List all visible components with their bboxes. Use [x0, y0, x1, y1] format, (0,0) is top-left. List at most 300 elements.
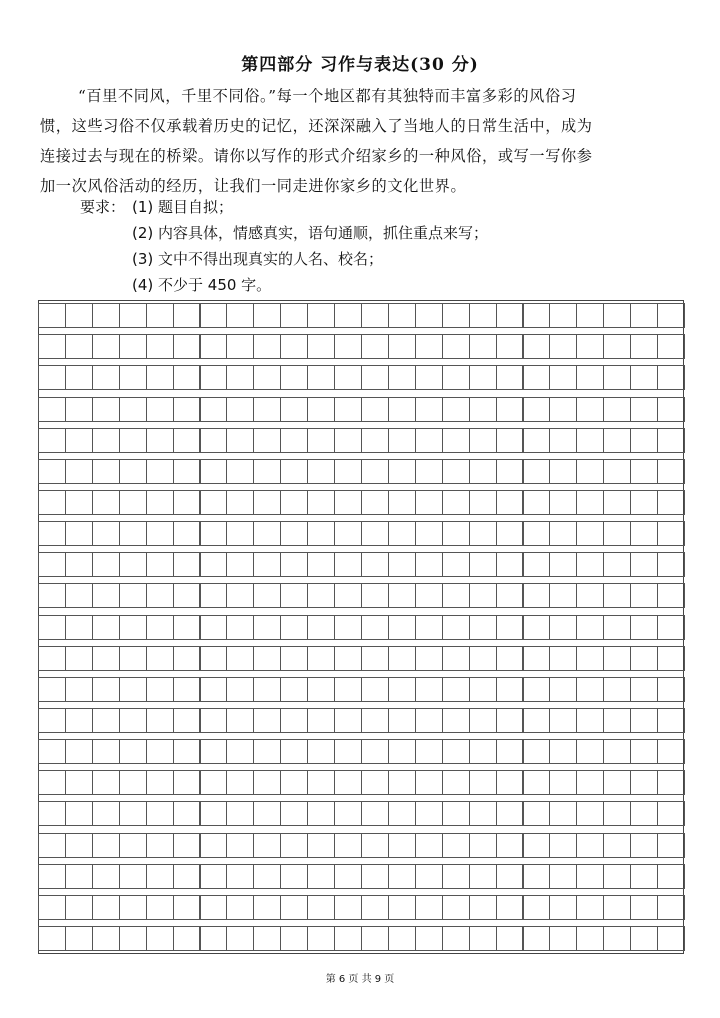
grid-cell[interactable] [146, 739, 174, 764]
grid-cell[interactable] [523, 677, 551, 702]
grid-cell[interactable] [523, 833, 551, 858]
grid-cell[interactable] [630, 864, 658, 889]
grid-cell[interactable] [630, 833, 658, 858]
grid-cell[interactable] [469, 801, 497, 826]
grid-cell[interactable] [442, 770, 470, 795]
grid-cell[interactable] [549, 365, 577, 390]
grid-cell[interactable] [657, 739, 685, 764]
grid-cell[interactable] [334, 303, 362, 328]
grid-cell[interactable] [200, 615, 228, 640]
grid-cell[interactable] [119, 833, 147, 858]
grid-cell[interactable] [523, 459, 551, 484]
grid-cell[interactable] [576, 615, 604, 640]
grid-cell[interactable] [65, 490, 93, 515]
grid-cell[interactable] [334, 801, 362, 826]
grid-cell[interactable] [442, 459, 470, 484]
grid-cell[interactable] [657, 552, 685, 577]
grid-cell[interactable] [576, 583, 604, 608]
grid-cell[interactable] [280, 490, 308, 515]
grid-cell[interactable] [415, 895, 443, 920]
grid-cell[interactable] [334, 521, 362, 546]
grid-cell[interactable] [280, 895, 308, 920]
grid-cell[interactable] [630, 583, 658, 608]
grid-cell[interactable] [119, 864, 147, 889]
grid-cell[interactable] [173, 397, 201, 422]
grid-cell[interactable] [388, 615, 416, 640]
grid-cell[interactable] [657, 490, 685, 515]
grid-cell[interactable] [469, 583, 497, 608]
grid-cell[interactable] [603, 833, 631, 858]
writing-grid[interactable] [38, 300, 684, 954]
grid-cell[interactable] [523, 552, 551, 577]
grid-cell[interactable] [657, 801, 685, 826]
grid-cell[interactable] [173, 770, 201, 795]
grid-cell[interactable] [280, 770, 308, 795]
grid-cell[interactable] [523, 615, 551, 640]
grid-cell[interactable] [388, 521, 416, 546]
grid-cell[interactable] [146, 801, 174, 826]
grid-cell[interactable] [280, 864, 308, 889]
grid-cell[interactable] [496, 583, 524, 608]
grid-cell[interactable] [173, 677, 201, 702]
grid-cell[interactable] [38, 833, 66, 858]
grid-cell[interactable] [523, 770, 551, 795]
grid-cell[interactable] [576, 801, 604, 826]
grid-cell[interactable] [334, 770, 362, 795]
grid-cell[interactable] [226, 833, 254, 858]
grid-cell[interactable] [496, 739, 524, 764]
grid-cell[interactable] [200, 864, 228, 889]
grid-cell[interactable] [576, 365, 604, 390]
grid-cell[interactable] [65, 708, 93, 733]
grid-cell[interactable] [496, 801, 524, 826]
grid-cell[interactable] [549, 801, 577, 826]
grid-cell[interactable] [549, 833, 577, 858]
grid-cell[interactable] [361, 770, 389, 795]
grid-cell[interactable] [549, 895, 577, 920]
grid-cell[interactable] [361, 521, 389, 546]
grid-cell[interactable] [307, 895, 335, 920]
grid-cell[interactable] [549, 708, 577, 733]
grid-cell[interactable] [442, 552, 470, 577]
grid-cell[interactable] [469, 397, 497, 422]
grid-cell[interactable] [92, 895, 120, 920]
grid-cell[interactable] [523, 334, 551, 359]
grid-cell[interactable] [415, 770, 443, 795]
grid-cell[interactable] [280, 801, 308, 826]
grid-cell[interactable] [280, 615, 308, 640]
grid-cell[interactable] [603, 646, 631, 671]
grid-cell[interactable] [38, 459, 66, 484]
grid-cell[interactable] [630, 334, 658, 359]
grid-cell[interactable] [146, 552, 174, 577]
grid-cell[interactable] [415, 521, 443, 546]
grid-cell[interactable] [442, 864, 470, 889]
grid-cell[interactable] [415, 926, 443, 951]
grid-cell[interactable] [65, 770, 93, 795]
grid-cell[interactable] [388, 428, 416, 453]
grid-cell[interactable] [119, 397, 147, 422]
grid-cell[interactable] [92, 833, 120, 858]
grid-cell[interactable] [576, 552, 604, 577]
grid-cell[interactable] [657, 334, 685, 359]
grid-cell[interactable] [65, 801, 93, 826]
grid-cell[interactable] [173, 552, 201, 577]
grid-cell[interactable] [603, 926, 631, 951]
grid-cell[interactable] [119, 708, 147, 733]
grid-cell[interactable] [307, 677, 335, 702]
grid-cell[interactable] [388, 334, 416, 359]
grid-cell[interactable] [496, 428, 524, 453]
grid-cell[interactable] [549, 490, 577, 515]
grid-cell[interactable] [146, 459, 174, 484]
grid-cell[interactable] [280, 303, 308, 328]
grid-cell[interactable] [307, 428, 335, 453]
grid-cell[interactable] [469, 708, 497, 733]
grid-cell[interactable] [200, 303, 228, 328]
grid-cell[interactable] [576, 397, 604, 422]
grid-cell[interactable] [226, 583, 254, 608]
grid-cell[interactable] [334, 926, 362, 951]
grid-cell[interactable] [334, 895, 362, 920]
grid-cell[interactable] [226, 459, 254, 484]
grid-cell[interactable] [65, 459, 93, 484]
grid-cell[interactable] [92, 739, 120, 764]
grid-cell[interactable] [119, 615, 147, 640]
grid-cell[interactable] [657, 646, 685, 671]
grid-cell[interactable] [173, 583, 201, 608]
grid-cell[interactable] [253, 334, 281, 359]
grid-cell[interactable] [442, 708, 470, 733]
grid-cell[interactable] [576, 646, 604, 671]
grid-cell[interactable] [496, 397, 524, 422]
grid-cell[interactable] [603, 739, 631, 764]
grid-cell[interactable] [469, 739, 497, 764]
grid-cell[interactable] [65, 739, 93, 764]
grid-cell[interactable] [549, 397, 577, 422]
grid-cell[interactable] [65, 365, 93, 390]
grid-cell[interactable] [38, 615, 66, 640]
grid-cell[interactable] [657, 615, 685, 640]
grid-cell[interactable] [38, 801, 66, 826]
grid-cell[interactable] [119, 583, 147, 608]
grid-cell[interactable] [226, 615, 254, 640]
grid-cell[interactable] [603, 708, 631, 733]
grid-cell[interactable] [657, 895, 685, 920]
grid-cell[interactable] [307, 334, 335, 359]
grid-cell[interactable] [173, 459, 201, 484]
grid-cell[interactable] [92, 521, 120, 546]
grid-cell[interactable] [549, 459, 577, 484]
grid-cell[interactable] [415, 365, 443, 390]
grid-cell[interactable] [146, 365, 174, 390]
grid-cell[interactable] [469, 459, 497, 484]
grid-cell[interactable] [630, 303, 658, 328]
grid-cell[interactable] [603, 490, 631, 515]
grid-cell[interactable] [307, 708, 335, 733]
grid-cell[interactable] [146, 428, 174, 453]
grid-cell[interactable] [469, 677, 497, 702]
grid-cell[interactable] [523, 583, 551, 608]
grid-cell[interactable] [253, 677, 281, 702]
grid-cell[interactable] [65, 833, 93, 858]
grid-cell[interactable] [226, 428, 254, 453]
grid-cell[interactable] [226, 552, 254, 577]
grid-cell[interactable] [226, 397, 254, 422]
grid-cell[interactable] [119, 365, 147, 390]
grid-cell[interactable] [253, 303, 281, 328]
grid-cell[interactable] [253, 926, 281, 951]
grid-cell[interactable] [549, 615, 577, 640]
grid-cell[interactable] [92, 615, 120, 640]
grid-cell[interactable] [657, 428, 685, 453]
grid-cell[interactable] [146, 521, 174, 546]
grid-cell[interactable] [146, 583, 174, 608]
grid-cell[interactable] [334, 365, 362, 390]
grid-cell[interactable] [334, 334, 362, 359]
grid-cell[interactable] [415, 615, 443, 640]
grid-cell[interactable] [280, 583, 308, 608]
grid-cell[interactable] [280, 334, 308, 359]
grid-cell[interactable] [38, 365, 66, 390]
grid-cell[interactable] [549, 770, 577, 795]
grid-cell[interactable] [657, 583, 685, 608]
grid-cell[interactable] [361, 397, 389, 422]
grid-cell[interactable] [442, 895, 470, 920]
grid-cell[interactable] [576, 739, 604, 764]
grid-cell[interactable] [173, 428, 201, 453]
grid-cell[interactable] [146, 490, 174, 515]
grid-cell[interactable] [576, 677, 604, 702]
grid-cell[interactable] [334, 397, 362, 422]
grid-cell[interactable] [469, 334, 497, 359]
grid-cell[interactable] [496, 708, 524, 733]
grid-cell[interactable] [549, 926, 577, 951]
grid-cell[interactable] [146, 833, 174, 858]
grid-cell[interactable] [630, 490, 658, 515]
grid-cell[interactable] [496, 833, 524, 858]
grid-cell[interactable] [388, 833, 416, 858]
grid-cell[interactable] [603, 770, 631, 795]
grid-cell[interactable] [415, 864, 443, 889]
grid-cell[interactable] [226, 521, 254, 546]
grid-cell[interactable] [442, 739, 470, 764]
grid-cell[interactable] [549, 739, 577, 764]
grid-cell[interactable] [657, 864, 685, 889]
grid-cell[interactable] [388, 365, 416, 390]
grid-cell[interactable] [280, 646, 308, 671]
grid-cell[interactable] [334, 615, 362, 640]
grid-cell[interactable] [442, 926, 470, 951]
grid-cell[interactable] [92, 552, 120, 577]
grid-cell[interactable] [65, 677, 93, 702]
grid-cell[interactable] [576, 428, 604, 453]
grid-cell[interactable] [38, 521, 66, 546]
grid-cell[interactable] [469, 895, 497, 920]
grid-cell[interactable] [226, 303, 254, 328]
grid-cell[interactable] [630, 615, 658, 640]
grid-cell[interactable] [226, 334, 254, 359]
grid-cell[interactable] [146, 708, 174, 733]
grid-cell[interactable] [576, 864, 604, 889]
grid-cell[interactable] [173, 833, 201, 858]
grid-cell[interactable] [388, 801, 416, 826]
grid-cell[interactable] [388, 926, 416, 951]
grid-cell[interactable] [630, 677, 658, 702]
grid-cell[interactable] [253, 864, 281, 889]
grid-cell[interactable] [603, 677, 631, 702]
grid-cell[interactable] [361, 490, 389, 515]
grid-cell[interactable] [146, 926, 174, 951]
grid-cell[interactable] [92, 864, 120, 889]
grid-cell[interactable] [496, 303, 524, 328]
grid-cell[interactable] [361, 926, 389, 951]
grid-cell[interactable] [496, 365, 524, 390]
grid-cell[interactable] [307, 490, 335, 515]
grid-cell[interactable] [334, 833, 362, 858]
grid-cell[interactable] [496, 490, 524, 515]
grid-cell[interactable] [119, 490, 147, 515]
grid-cell[interactable] [415, 397, 443, 422]
grid-cell[interactable] [361, 583, 389, 608]
grid-cell[interactable] [307, 770, 335, 795]
grid-cell[interactable] [603, 864, 631, 889]
grid-cell[interactable] [549, 334, 577, 359]
grid-cell[interactable] [92, 708, 120, 733]
grid-cell[interactable] [549, 677, 577, 702]
grid-cell[interactable] [226, 490, 254, 515]
grid-cell[interactable] [388, 646, 416, 671]
grid-cell[interactable] [65, 521, 93, 546]
grid-cell[interactable] [415, 490, 443, 515]
grid-cell[interactable] [253, 801, 281, 826]
grid-cell[interactable] [38, 552, 66, 577]
grid-cell[interactable] [549, 864, 577, 889]
grid-cell[interactable] [38, 303, 66, 328]
grid-cell[interactable] [38, 397, 66, 422]
grid-cell[interactable] [334, 552, 362, 577]
grid-cell[interactable] [442, 677, 470, 702]
grid-cell[interactable] [334, 583, 362, 608]
grid-cell[interactable] [200, 895, 228, 920]
grid-cell[interactable] [253, 739, 281, 764]
grid-cell[interactable] [603, 801, 631, 826]
grid-cell[interactable] [92, 677, 120, 702]
grid-cell[interactable] [523, 397, 551, 422]
grid-cell[interactable] [253, 490, 281, 515]
grid-cell[interactable] [388, 708, 416, 733]
grid-cell[interactable] [92, 926, 120, 951]
grid-cell[interactable] [334, 646, 362, 671]
grid-cell[interactable] [630, 397, 658, 422]
grid-cell[interactable] [630, 895, 658, 920]
grid-cell[interactable] [630, 646, 658, 671]
grid-cell[interactable] [280, 833, 308, 858]
grid-cell[interactable] [334, 677, 362, 702]
grid-cell[interactable] [415, 334, 443, 359]
grid-cell[interactable] [146, 646, 174, 671]
grid-cell[interactable] [361, 895, 389, 920]
grid-cell[interactable] [469, 428, 497, 453]
grid-cell[interactable] [442, 303, 470, 328]
grid-cell[interactable] [442, 615, 470, 640]
grid-cell[interactable] [523, 895, 551, 920]
grid-cell[interactable] [173, 895, 201, 920]
grid-cell[interactable] [442, 397, 470, 422]
grid-cell[interactable] [603, 334, 631, 359]
grid-cell[interactable] [200, 521, 228, 546]
grid-cell[interactable] [576, 708, 604, 733]
grid-cell[interactable] [361, 708, 389, 733]
grid-cell[interactable] [415, 552, 443, 577]
grid-cell[interactable] [469, 646, 497, 671]
grid-cell[interactable] [307, 521, 335, 546]
grid-cell[interactable] [415, 677, 443, 702]
grid-cell[interactable] [549, 521, 577, 546]
grid-cell[interactable] [361, 646, 389, 671]
grid-cell[interactable] [630, 708, 658, 733]
grid-cell[interactable] [415, 833, 443, 858]
grid-cell[interactable] [496, 646, 524, 671]
grid-cell[interactable] [469, 770, 497, 795]
grid-cell[interactable] [361, 864, 389, 889]
grid-cell[interactable] [200, 490, 228, 515]
grid-cell[interactable] [603, 303, 631, 328]
grid-cell[interactable] [146, 334, 174, 359]
grid-cell[interactable] [469, 303, 497, 328]
grid-cell[interactable] [603, 583, 631, 608]
grid-cell[interactable] [253, 521, 281, 546]
grid-cell[interactable] [657, 521, 685, 546]
grid-cell[interactable] [307, 365, 335, 390]
grid-cell[interactable] [65, 583, 93, 608]
grid-cell[interactable] [280, 677, 308, 702]
grid-cell[interactable] [92, 397, 120, 422]
grid-cell[interactable] [523, 646, 551, 671]
grid-cell[interactable] [388, 490, 416, 515]
grid-cell[interactable] [603, 895, 631, 920]
grid-cell[interactable] [92, 428, 120, 453]
grid-cell[interactable] [523, 708, 551, 733]
grid-cell[interactable] [415, 708, 443, 733]
grid-cell[interactable] [442, 490, 470, 515]
grid-cell[interactable] [226, 739, 254, 764]
grid-cell[interactable] [38, 646, 66, 671]
grid-cell[interactable] [576, 334, 604, 359]
grid-cell[interactable] [630, 770, 658, 795]
grid-cell[interactable] [307, 833, 335, 858]
grid-cell[interactable] [200, 428, 228, 453]
grid-cell[interactable] [334, 708, 362, 733]
grid-cell[interactable] [65, 615, 93, 640]
grid-cell[interactable] [92, 646, 120, 671]
grid-cell[interactable] [280, 459, 308, 484]
grid-cell[interactable] [200, 739, 228, 764]
grid-cell[interactable] [576, 490, 604, 515]
grid-cell[interactable] [307, 303, 335, 328]
grid-cell[interactable] [146, 615, 174, 640]
grid-cell[interactable] [119, 303, 147, 328]
grid-cell[interactable] [92, 490, 120, 515]
grid-cell[interactable] [388, 459, 416, 484]
grid-cell[interactable] [388, 739, 416, 764]
grid-cell[interactable] [146, 397, 174, 422]
grid-cell[interactable] [603, 552, 631, 577]
grid-cell[interactable] [38, 708, 66, 733]
grid-cell[interactable] [334, 739, 362, 764]
grid-cell[interactable] [603, 428, 631, 453]
grid-cell[interactable] [92, 334, 120, 359]
